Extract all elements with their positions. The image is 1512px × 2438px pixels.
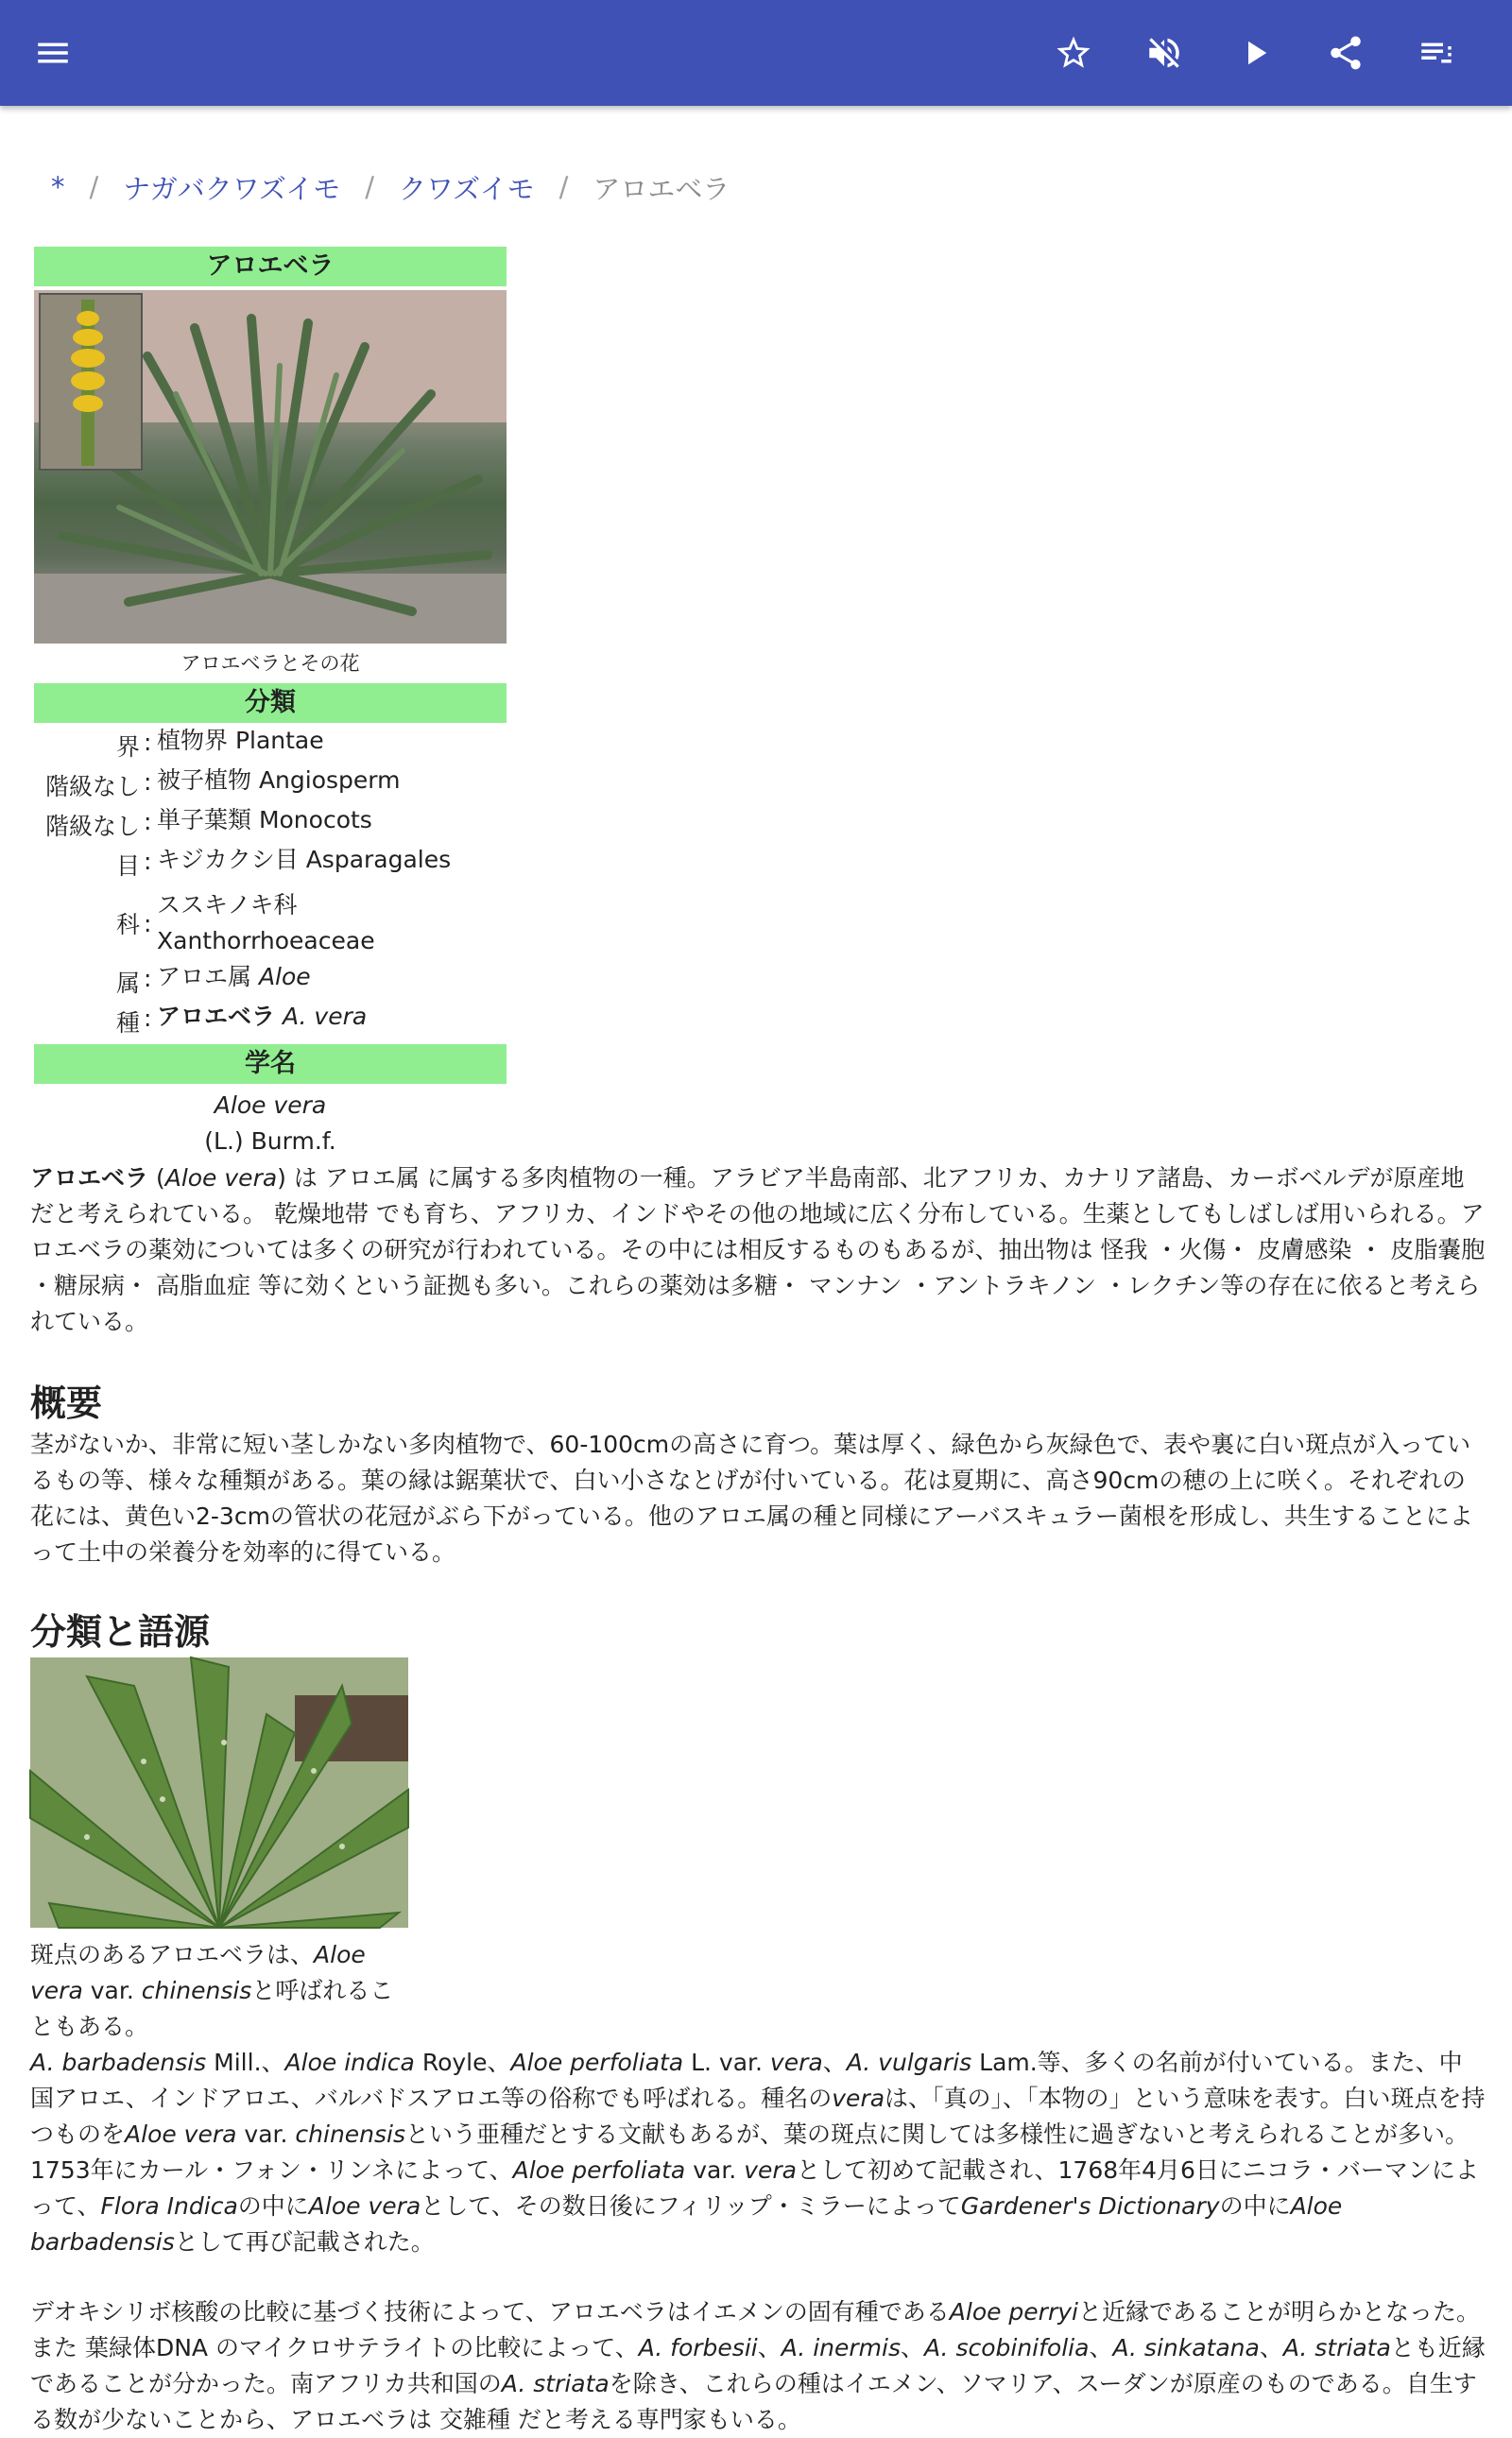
paragraph-text: として、その数日後にフィリップ・ミラーによって [421,2192,961,2220]
share-icon [1326,33,1366,73]
figure-caption-text: と呼ばれることもある。 [30,1977,394,2040]
paragraph-text: 、 [1089,2334,1113,2361]
paragraph-text: として再び記載された。 [174,2228,435,2256]
taxonomy-row-species: 種 : アロエベラ A. vera [34,999,507,1039]
contents-button[interactable] [1406,23,1467,83]
paragraph-text: L. var. [683,2049,770,2076]
paragraph-text: 、 [822,2049,847,2076]
paragraph-text: 、 [757,2334,782,2361]
taxonomy-key: 科 [115,911,140,938]
article-subject: アロエベラ [30,1164,149,1192]
infobox [34,247,507,1159]
spotted-aloe-photo[interactable] [30,1657,408,1928]
classification-header: 分類 [34,683,507,723]
breadcrumb-separator: / [558,171,569,203]
latin-name: Flora Indica [100,2192,238,2220]
breadcrumb-separator: / [365,171,375,203]
infobox-image-caption: アロエベラとその花 [180,652,360,675]
taxonomy-value[interactable] [155,959,507,995]
taxonomy-row-genus: 属 : アロエ属 Aloe [34,959,507,999]
latin-name: vera [769,2049,823,2076]
latin-name: Aloe vera [125,2120,237,2148]
species-name-ja: アロエベラ [157,1003,276,1030]
latin-name: Aloe indica [284,2049,415,2076]
scientific-name: Aloe vera [214,1091,327,1119]
latin-name: Aloe perryi [949,2298,1078,2326]
taxonomy-row-family: 科 : ススキノキ科 Xanthorrhoeaceae [34,882,507,959]
aloe-leaves-illustration [30,1657,408,1928]
intro-text: ( [148,1164,165,1192]
species-name-latin: A. vera [275,1003,368,1030]
paragraph-text: Mill.、 [206,2049,285,2076]
section-heading-taxonomy: 分類と語源 [30,1611,211,1653]
paragraph-text: とも近縁であることが分かった。南アフリカ共和国の [30,2334,1486,2397]
play-icon [1235,33,1275,73]
star-outline-icon [1054,33,1093,73]
paragraph-text: を除き、これらの種はイエメン、ソマリア、スーダンが原産のものである。自生する数が少ないことから、アロエベラは 交雑種 だと考える専門家もいる。 [30,2370,1477,2433]
figure-caption [30,1937,408,2045]
paragraph-text: と近縁であることが明らかとなった。また 葉緑体DNA のマイクロサテライトの比較によって、 [30,2298,1480,2361]
taxonomy-key: 属 [115,970,140,997]
taxonomy-paragraph-1 [30,2045,1486,2260]
paragraph-text: という亜種だとする文献もあるが、葉の斑点に関しては多様性に過ぎないと考えられることが多い。1753年にカール・フォン・リンネによって、 [30,2120,1469,2184]
latin-name: A. scobinifolia [923,2334,1090,2361]
playlist-icon [1417,33,1456,73]
intro-paragraph [30,1160,1486,1340]
breadcrumb-item-root[interactable]: * [51,171,65,203]
paragraph-text: 、 [900,2334,924,2361]
breadcrumb-item-kuwazuimo[interactable]: クワズイモ [399,172,535,205]
latin-name: chinensis [295,2120,406,2148]
menu-button[interactable] [23,23,83,83]
latin-name: A. striata [501,2370,610,2397]
taxonomy-row-unranked-1: 階級なし : 被子植物 Angiosperm [34,763,507,802]
paragraph-text: var. [236,2120,296,2148]
breadcrumb [51,166,730,208]
bookmark-button[interactable] [1043,23,1104,83]
taxonomy-value[interactable] [155,887,507,959]
taxonomy-row-unranked-2: 階級なし : 単子葉類 Monocots [34,802,507,842]
mute-button[interactable] [1134,23,1194,83]
latin-name: A. inermis [781,2334,901,2361]
latin-name: A. sinkatana [1112,2334,1260,2361]
taxonomy-paragraph-2 [30,2294,1486,2438]
taxonomy-value[interactable]: 植物界 Plantae [157,727,324,754]
taxonomy-key: 界 [115,733,140,761]
overview-paragraph: 茎がないか、非常に短い茎しかない多肉植物で、60-100cmの高さに育つ。葉は厚く、緑色から灰緑色で、表や裏に白い斑点が入っているもの等、様々な種類がある。葉の縁は鋸葉状で、白い小さなとげが付いている。花は夏期に、高さ90cmの穂の上に咲く。それぞれの花には、黄色い2-3cmの管状の花冠がぶら下がっている。他のアロエ属の種と同様にアーバスキュラー菌根を形成し、共生することによって土中の栄養分を効率的に得ている。 [30,1431,1473,1566]
intro-text: ) は アロエ属 に属する多肉植物の一種。アラビア半島南部、北アフリカ、カナリア諸島、カーボベルデが原産地だと考えられている。 乾燥地帯 でも育ち、アフリカ、インドやその他の地域に広く分布している。生薬としてもしばしば用いられる。アロエベラの薬効については多くの研究が行われている。その中には相反するものもあるが、抽出物は 怪我 ・火傷・ 皮膚感染 ・ 皮脂嚢胞 ・糖尿病・ 高脂血症 等に効くという証拠も多い。これらの薬効は多糖・ マンナン ・アントラキノン ・レクチン等の存在に依ると考えられている。 [30,1164,1486,1335]
scientific-name-header: 学名 [34,1044,507,1084]
taxonomy-value[interactable]: 被子植物 Angiosperm [157,766,401,794]
taxonomy-key: 階級なし [44,773,140,800]
latin-name: Aloe vera [164,1164,278,1192]
figure-caption-latin: chinensis [141,1977,252,2004]
paragraph-text: Royle、 [414,2049,511,2076]
paragraph-text: は、「真の」、「本物の」という意味を表す。白い斑点を持つものを [30,2085,1486,2148]
paragraph-text: の中に [1219,2192,1291,2220]
breadcrumb-item-nagabakuwazuimo[interactable]: ナガバクワズイモ [123,172,341,205]
breadcrumb-separator: / [89,171,99,203]
latin-name: A. vulgaris [846,2049,972,2076]
infobox-title: アロエベラ [34,247,507,286]
scientific-name-author: (L.) Burm.f. [204,1127,336,1155]
latin-name: vera [744,2156,797,2184]
genus-name-ja: アロエ属 [157,963,259,990]
genus-name-latin: Aloe [258,963,311,990]
aloe-plant-illustration [34,290,507,644]
breadcrumb-current: アロエベラ [593,172,730,205]
share-button[interactable] [1315,23,1376,83]
latin-name: Aloe perfoliata [510,2049,684,2076]
app-bar [0,0,1512,106]
paragraph-text: として初めて記載され、1768年4月6日にニコラ・バーマンによって、 [30,2156,1479,2220]
family-name-latin: Xanthorrhoeaceae [157,927,375,954]
latin-name: Aloe perfoliata [512,2156,686,2184]
taxonomy-row-kingdom: 界 : 植物界 Plantae [34,723,507,763]
taxonomy-value[interactable]: キジカクシ目 Asparagales [157,846,452,873]
taxonomy-value[interactable]: 単子葉類 Monocots [157,806,372,833]
paragraph-text: デオキシリボ核酸の比較に基づく技術によって、アロエベラはイエメンの固有種である [30,2298,950,2326]
section-heading-overview: 概要 [30,1382,103,1424]
latin-name: A. barbadensis [30,2049,207,2076]
figure-caption-text: 斑点のあるアロエベラは、 [30,1941,315,1968]
volume-off-icon [1144,33,1184,73]
paragraph-text: var. [685,2156,745,2184]
menu-icon [33,33,73,73]
latin-name: Aloe vera [308,2192,421,2220]
latin-name: A. forbesii [638,2334,758,2361]
taxonomy-key: 種 [115,1009,140,1037]
latin-name: Gardener's Dictionary [960,2192,1220,2220]
taxonomy-value [155,999,507,1035]
taxonomy-key: 目 [115,852,140,880]
taxonomy-key: 階級なし [44,813,140,840]
latin-name: Aloe barbadensis [30,2192,1343,2256]
taxonomy-row-order: 目 : キジカクシ目 Asparagales [34,842,507,882]
latin-name: A. striata [1282,2334,1391,2361]
paragraph-text: 、 [1259,2334,1283,2361]
paragraph-text: Lam.等、多くの名前が付いている。また、中国アロエ、インドアロエ、バルバドスアロエ等の俗称でも呼ばれる。種名の [30,2049,1463,2112]
figure-caption-latin: Aloe vera [30,1941,366,2004]
family-name-ja: ススキノキ科 [157,891,298,919]
aloe-vera-photo[interactable] [34,290,507,644]
latin-name: vera [832,2085,885,2112]
figure-caption-text: var. [82,1977,142,2004]
play-button[interactable] [1225,23,1285,83]
paragraph-text: の中に [237,2192,309,2220]
